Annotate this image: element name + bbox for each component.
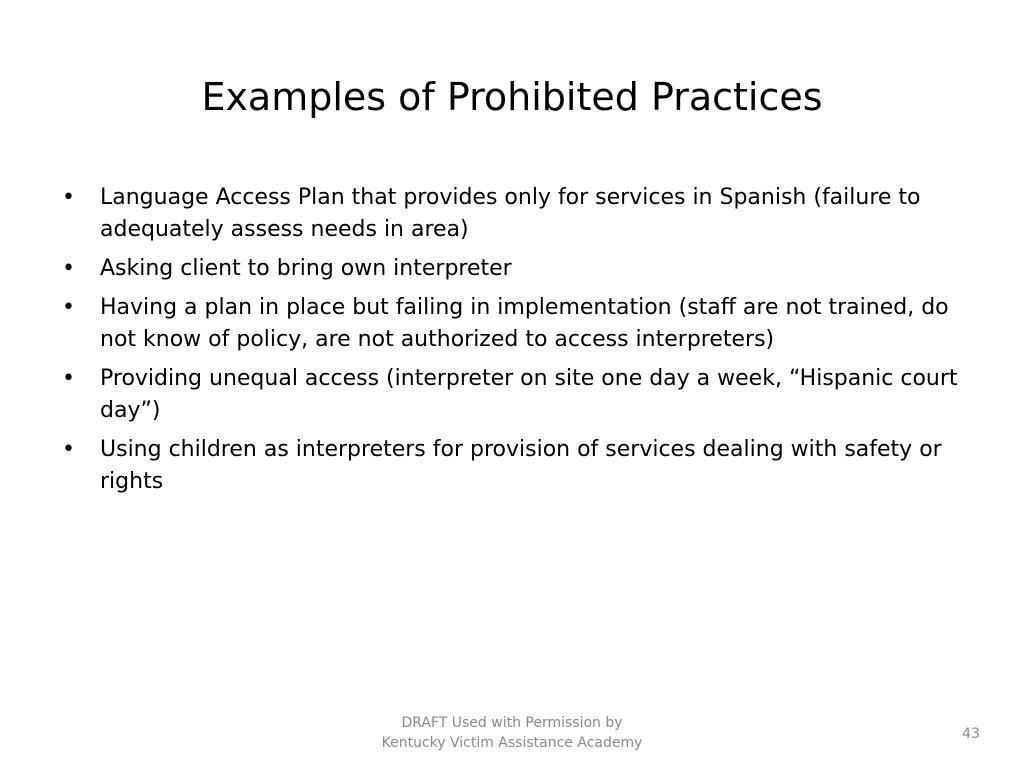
- slide-title: Examples of Prohibited Practices: [201, 75, 823, 119]
- bullet-icon: •: [62, 185, 75, 210]
- footer-line-2: Kentucky Victim Assistance Academy: [381, 735, 643, 751]
- bullet-item: [62, 434, 982, 498]
- footer-line-1: DRAFT Used with Permission by: [401, 715, 623, 731]
- bullet-list: [62, 182, 982, 505]
- bullet-icon: •: [62, 437, 75, 462]
- bullet-icon: •: [62, 366, 75, 391]
- bullet-item: [62, 182, 982, 246]
- bullet-text: Using children as interpreters for provision of services dealing with safety or rights: [100, 437, 942, 494]
- page-number: 43: [962, 726, 980, 742]
- bullet-item: [62, 292, 982, 356]
- slide-footer: [312, 713, 712, 753]
- bullet-item: [62, 253, 982, 285]
- bullet-icon: •: [62, 295, 75, 320]
- bullet-text: Having a plan in place but failing in implementation (staff are not trained, do not know of policy, are not authorized to access interpreters): [100, 295, 949, 352]
- bullet-text: Providing unequal access (interpreter on site one day a week, “Hispanic court day”): [100, 366, 958, 423]
- bullet-item: [62, 363, 982, 427]
- bullet-text: Language Access Plan that provides only for services in Spanish (failure to adequately assess needs in area): [100, 185, 921, 242]
- bullet-icon: •: [62, 256, 75, 281]
- bullet-text: Asking client to bring own interpreter: [100, 256, 512, 281]
